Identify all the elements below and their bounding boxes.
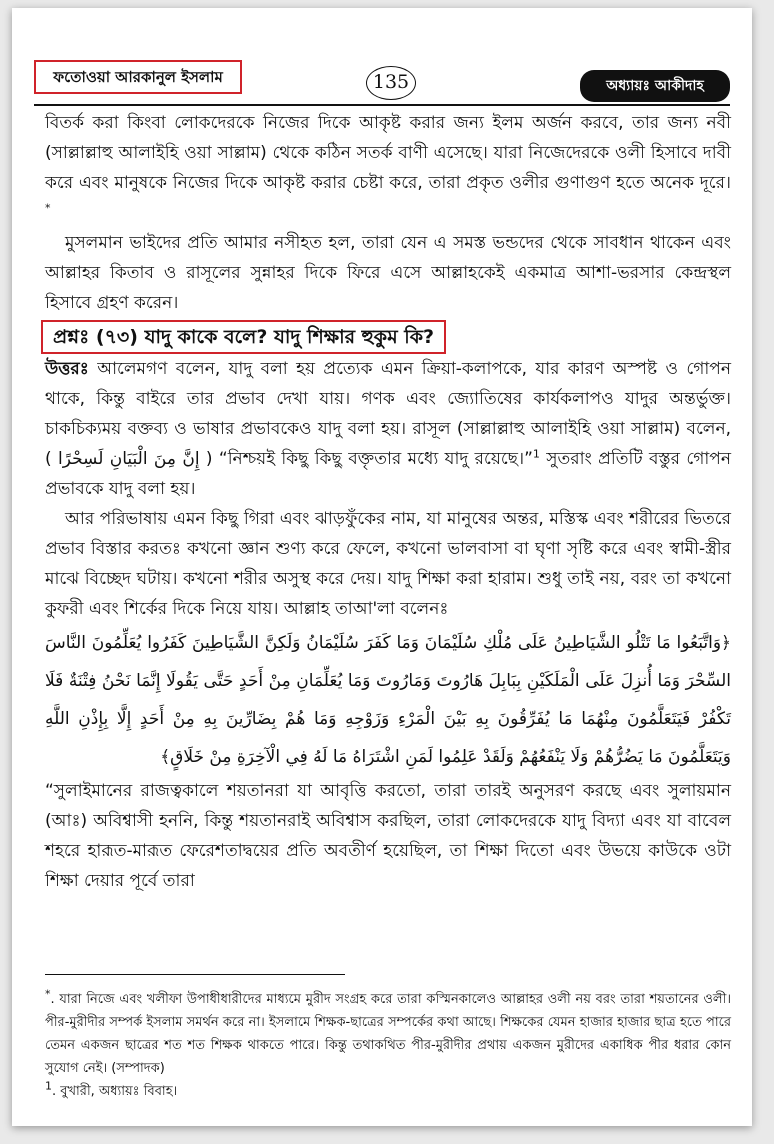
footnote-one: [45, 1080, 731, 1103]
paragraph-translation: “সুলাইমানের রাজত্বকালে শয়তানরা যা আবৃত্তি করতো, তারা তারই অনুসরণ করছে এবং সুলায়মান (আঃ) অবিশ্বাসী হননি, কিন্তু শয়তানরাই অবিশ্বাস করছিল, তারা লোকদেরকে যাদু বিদ্যা এবং যা বাবেল শহরে হারূত-মারূত ফেরেশতাদ্বয়ের প্রতি অবতীর্ণ হয়েছিল, তা শিক্ষা দিতো এবং উভয়ে কাউকে ওটা শিক্ষা দেয়ার পূর্বে তারা: [45, 781, 731, 891]
page-header: [12, 8, 752, 108]
book-title: ফতোওয়া আরকানুল ইসলাম: [34, 60, 242, 94]
main-text: [45, 108, 731, 896]
footnote-one-mark: 1: [45, 1079, 52, 1093]
answer-label: উত্তরঃ: [45, 359, 89, 379]
paragraph-answer: [45, 354, 731, 504]
answer-text-a: আলেমগণ বলেন, যাদু বলা হয় প্রত্যেক এমন ক্রিয়া-কলাপকে, যার কারণ অস্পষ্ট ও গোপন থাকে, কিন্তু বাইরে তার প্রভাব দেখা যায়। গণক এবং জ্যোতিষের কার্যকলাপও যাদুর অন্তর্ভুক্ত। চাকচিক্যময় বক্তব্য ও ভাষার প্রভাবকেও যাদু বলা হয়। রাসূল (সাল্লাল্লাহু আলাইহি ওয়া সাল্লাম) বলেন,: [45, 359, 731, 439]
footnote-divider: [45, 974, 345, 975]
footnote-star-marker: *: [45, 201, 51, 215]
paragraph-advice: মুসলমান ভাইদের প্রতি আমার নসীহত হল, তারা যেন এ সমস্ত ভন্ডদের থেকে সাবধান থাকেন এবং আল্লাহর কিতাব ও রাসূলের সুন্নাহর দিকে ফিরে এসে আল্লাহকেই একমাত্র আশা-ভরসার কেন্দ্রস্থল হিসাবে গ্রহণ করেন।: [45, 233, 731, 313]
footnote-star-mark: *: [45, 987, 51, 1001]
paragraph-intro-text: বিতর্ক করা কিংবা লোকদেরকে নিজের দিকে আকৃষ্ট করার জন্য ইলম অর্জন করবে, তার জন্য নবী (সাল্লাল্লাহু আলাইহি ওয়া সাল্লাম) থেকে কঠিন সতর্ক বাণী এসেছে। যারা নিজেদেরকে ওলী হিসাবে দাবী করে এবং মানুষকে নিজের দিকে আকৃষ্ট করার চেষ্টা করে, তারা প্রকৃত ওলীর গুণাগুণ হতে অনেক দূরে।: [45, 113, 731, 193]
chapter-label: অধ্যায়ঃ আকীদাহ: [580, 70, 730, 102]
answer-text-b: “নিশ্চয়ই কিছু কিছু বক্তৃতার মধ্যে যাদু রয়েছে।”: [212, 449, 533, 469]
footnote-one-text: . বুখারী, অধ্যায়ঃ বিবাহ।: [52, 1084, 178, 1099]
footnotes: [45, 988, 731, 1103]
page-number: 135: [366, 66, 416, 100]
footnote-star: [45, 988, 731, 1080]
question-heading: প্রশ্নঃ (৭৩) যাদু কাকে বলে? যাদু শিক্ষার হুকুম কি?: [41, 320, 446, 354]
footnote-one-marker: 1: [532, 447, 540, 461]
hadith-arabic: ( إِنَّ مِنَ الْبَيَانِ لَسِحْرًا ): [45, 449, 213, 469]
paragraph-intro: [45, 108, 731, 228]
answer-text-c: সুতরাং প্রতিটি বস্তুর গোপন প্রভাবকে যাদু বলা হয়।: [45, 449, 731, 499]
footnote-star-text: . যারা নিজে এবং খলীফা উপাধীধারীদের মাধ্যমে মুরীদ সংগ্রহ করে তারা কস্মিনকালেও আল্লাহর ওলী নয় বরং তারা শয়তানের ওলী। পীর-মুরীদীর সম্পর্ক ইসলাম সমর্থন করে না। ইসলামে শিক্ষক-ছাত্রের সম্পর্কের কথা আছে। শিক্ষকের যেমন হাজার হাজার ছাত্র হতে পারে তেমন একজন ছাত্রের শত শত শিক্ষক থাকতে পারে। কিন্তু তথাকথিত পীর-মুরীদীর প্রথায় একজন মুরীদের একাধিক পীর ধরার কোন সুযোগ নেই। (সম্পাদক): [45, 992, 731, 1076]
page-sheet: [12, 8, 752, 1126]
quran-verse-arabic: ﴿وَاتَّبَعُوا مَا تَتْلُو الشَّيَاطِينُ عَلَى مُلْكِ سُلَيْمَانَ وَمَا كَفَرَ سُلَيْمَانُ وَلَكِنَّ الشَّيَاطِينَ كَفَرُوا يُعَلِّمُونَ النَّاسَ السِّحْرَ وَمَا أُنزِلَ عَلَى الْمَلَكَيْنِ بِبَابِلَ هَارُوتَ وَمَارُوتَ وَمَا يُعَلِّمَانِ مِنْ أَحَدٍ حَتَّى يَقُولَا إِنَّمَا نَحْنُ فِتْنَةٌ فَلَا تَكْفُرْ فَيَتَعَلَّمُونَ مِنْهُمَا مَا يُفَرِّقُونَ بِهِ بَيْنَ الْمَرْءِ وَزَوْجِهِ وَمَا هُمْ بِضَارِّينَ بِهِ مِنْ أَحَدٍ إِلَّا بِإِذْنِ اللَّهِ وَيَتَعَلَّمُونَ مَا يَضُرُّهُمْ وَلَا يَنْفَعُهُمْ وَلَقَدْ عَلِمُوا لَمَنِ اشْتَرَاهُ مَا لَهُ فِي الْآخِرَةِ مِنْ خَلَاقٍ﴾: [45, 633, 731, 767]
header-divider: [34, 104, 730, 106]
paragraph-definition: আর পরিভাষায় এমন কিছু গিরা এবং ঝাড়ফুঁকের নাম, যা মানুষের অন্তর, মস্তিস্ক এবং শরীরের ভিতরে প্রভাব বিস্তার করতঃ কখনো জ্ঞান শুণ্য করে ফেলে, কখনো ভালবাসা বা ঘৃণা সৃষ্টি করে এবং স্বামী-স্ত্রীর মাঝে বিচ্ছেদ ঘটায়। কখনো শরীর অসুস্থ করে দেয়। যাদু শিক্ষা করা হারাম। শুধু তাই নয়, বরং তা কখনো কুফরী এবং শির্কের দিকে নিয়ে যায়। আল্লাহ তাআ'লা বলেনঃ: [45, 509, 731, 619]
